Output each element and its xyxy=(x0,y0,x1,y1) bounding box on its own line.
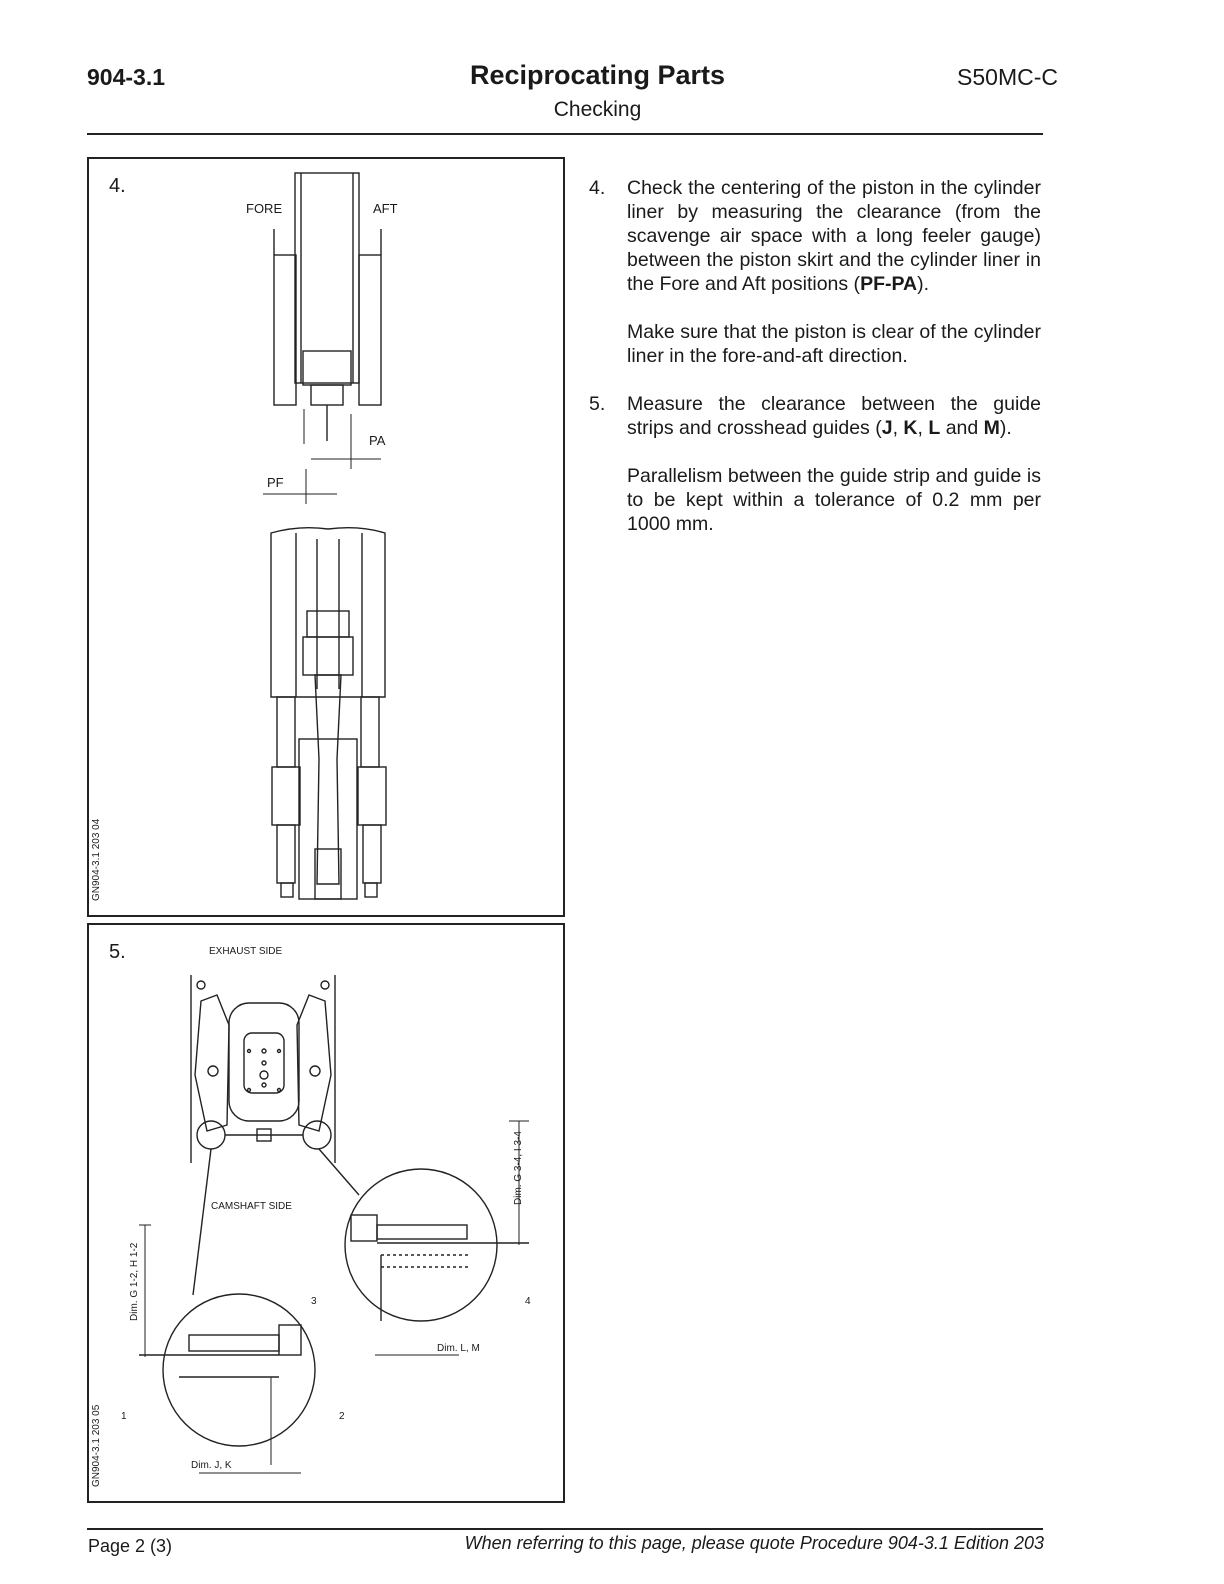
piston-crosshead-drawing xyxy=(89,159,567,919)
figure-4-number: 4. xyxy=(109,175,126,197)
camshaft-side-label: CAMSHAFT SIDE xyxy=(211,1201,292,1212)
page-title: Reciprocating Parts xyxy=(469,60,726,90)
engine-model: S50MC-C xyxy=(957,64,1058,90)
step-4-paragraph-2: Make sure that the piston is clear of the cylinder liner in the fore-and-aft direction. xyxy=(627,321,1041,367)
pf-label: PF xyxy=(267,475,284,490)
page-number: Page 2 (3) xyxy=(88,1536,173,1556)
step-5 xyxy=(589,392,1041,560)
figure-5 xyxy=(87,923,565,1503)
step-4-number: 4. xyxy=(589,177,606,199)
figure-4 xyxy=(87,157,565,917)
exhaust-side-label: EXHAUST SIDE xyxy=(209,946,283,957)
ref-4-label: 4 xyxy=(525,1296,531,1307)
step-5-paragraph-1: Measure the clearance between the guide strips and crosshead guides (J, K, L and M). xyxy=(627,393,1041,439)
figure-5-number: 5. xyxy=(109,941,126,963)
dim-lm-label: Dim. L, M xyxy=(437,1343,480,1354)
dim-jk-label: Dim. J, K xyxy=(191,1460,232,1471)
procedure-steps xyxy=(589,176,1041,560)
header-rule xyxy=(87,133,1043,135)
ref-3-label: 3 xyxy=(311,1296,317,1307)
footer-rule xyxy=(87,1528,1043,1530)
step-4-paragraph-1: Check the centering of the piston in the cylinder liner by measuring the clearance (from the scavenge air space with a long feeler gauge) between the piston skirt and the cylinder liner in the Fore and Aft positions (PF-PA). xyxy=(627,177,1041,295)
document-number: 904-3.1 xyxy=(87,64,166,90)
figure-5-code: GN904-3.1 203 05 xyxy=(91,1404,102,1487)
aft-label: AFT xyxy=(373,201,398,216)
guide-clearance-drawing xyxy=(89,925,567,1505)
ref-1-label: 1 xyxy=(121,1411,127,1422)
step-5-paragraph-2: Parallelism between the guide strip and guide is to be kept within a tolerance of 0.2 mm per 1000 mm. xyxy=(627,465,1041,535)
step-5-number: 5. xyxy=(589,393,606,415)
ref-2-label: 2 xyxy=(339,1411,345,1422)
page-subtitle: Checking xyxy=(553,98,642,121)
pa-label: PA xyxy=(369,433,386,448)
step-4 xyxy=(589,176,1041,392)
dim-g12-label: Dim. G 1-2, H 1-2 xyxy=(129,1242,140,1321)
dim-g34-label: Dim. G 3-4, I 3-4 xyxy=(513,1131,524,1205)
figure-4-code: GN904-3.1 203 04 xyxy=(91,818,102,901)
reference-note: When referring to this page, please quote Procedure 904-3.1 Edition 203 xyxy=(464,1533,1044,1553)
fore-label: FORE xyxy=(246,201,283,216)
